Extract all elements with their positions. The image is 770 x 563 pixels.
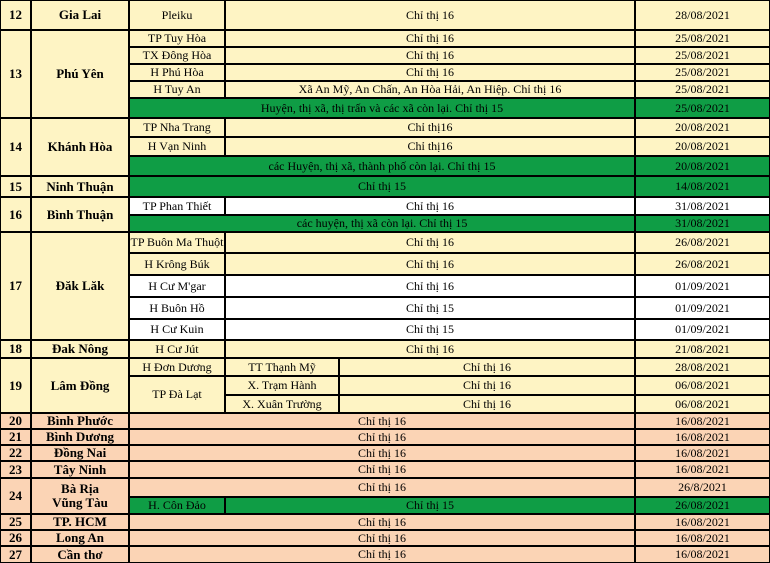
date-cell: 16/08/2021 [635,413,770,429]
directive-cell: Chỉ thị 16 [129,461,635,478]
row-number: 25 [0,514,31,530]
area-cell: TP Đà Lạt [129,376,225,413]
province-name: Bình Dương [31,429,129,445]
row-number: 21 [0,429,31,445]
directive-cell: Chỉ thị 15 [129,176,635,197]
directive-cell: Chỉ thị 16 [339,358,635,376]
directive-cell: Chỉ thị 15 [225,297,635,319]
directive-cell: Chỉ thị 16 [225,232,635,253]
row-number: 20 [0,413,31,429]
directive-cell: Xã An Mỹ, An Chấn, An Hòa Hải, An Hiệp. Chỉ thị 16 [225,81,635,98]
province-name: Long An [31,530,129,546]
date-cell: 26/08/2021 [635,497,770,514]
area-cell: TP Nha Trang [129,118,225,137]
province-name: Đăk Lăk [31,232,129,340]
row-number: 12 [0,0,31,30]
date-cell: 25/08/2021 [635,30,770,47]
row-number: 14 [0,118,31,176]
date-cell: 28/08/2021 [635,358,770,376]
area-cell: H Cư Kuin [129,319,225,340]
area-cell: TP Buôn Ma Thuột [129,232,225,253]
date-cell: 16/08/2021 [635,514,770,530]
date-cell: 25/08/2021 [635,47,770,64]
row-number: 23 [0,461,31,478]
date-cell: 31/08/2021 [635,215,770,232]
row-number: 15 [0,176,31,197]
province-name: Ninh Thuận [31,176,129,197]
directive-cell: Chỉ thị 16 [129,546,635,563]
date-cell: 06/08/2021 [635,395,770,413]
directive-cell: Chỉ thị 16 [225,340,635,358]
directive-cell: Chỉ thị 16 [129,429,635,445]
row-number: 17 [0,232,31,340]
directive-cell: Chỉ thị 16 [225,275,635,297]
province-name: Phú Yên [31,30,129,118]
row-number: 18 [0,340,31,358]
directive-cell: Chỉ thị 16 [225,64,635,81]
date-cell: 01/09/2021 [635,275,770,297]
date-cell: 16/08/2021 [635,546,770,563]
area-cell: TX Đông Hòa [129,47,225,64]
province-name: Bình Thuận [31,197,129,232]
directive-cell: Chỉ thị 15 [225,319,635,340]
date-cell: 31/08/2021 [635,197,770,215]
directive-cell: Chỉ thị 16 [225,197,635,215]
date-cell: 20/08/2021 [635,137,770,156]
directive-cell: Chỉ thị 15 [225,497,635,514]
sub-area-cell: X. Xuân Trường [225,395,339,413]
directive-cell: Huyện, thị xã, thị trấn và các xã còn lại. Chỉ thị 15 [129,98,635,118]
date-cell: 16/08/2021 [635,530,770,546]
area-cell: H. Côn Đảo [129,497,225,514]
directive-cell: Chỉ thị 16 [225,0,635,30]
directive-cell: Chỉ thị 16 [225,47,635,64]
row-number: 24 [0,478,31,514]
province-name: Tây Ninh [31,461,129,478]
directive-cell: Chỉ thị 16 [339,395,635,413]
area-cell: TP Tuy Hòa [129,30,225,47]
area-cell: TP Phan Thiết [129,197,225,215]
date-cell: 26/8/2021 [635,478,770,497]
date-cell: 20/08/2021 [635,118,770,137]
directive-cell: Chỉ thị16 [225,137,635,156]
sub-area-cell: X. Trạm Hành [225,376,339,395]
row-number: 19 [0,358,31,413]
date-cell: 25/08/2021 [635,81,770,98]
date-cell: 21/08/2021 [635,340,770,358]
directive-cell: Chỉ thị16 [225,118,635,137]
row-number: 16 [0,197,31,232]
date-cell: 16/08/2021 [635,429,770,445]
area-cell: H Phú Hòa [129,64,225,81]
date-cell: 20/08/2021 [635,156,770,176]
date-cell: 16/08/2021 [635,445,770,461]
date-cell: 25/08/2021 [635,98,770,118]
date-cell: 25/08/2021 [635,64,770,81]
date-cell: 06/08/2021 [635,376,770,395]
row-number: 13 [0,30,31,118]
area-cell: H Cư M'gar [129,275,225,297]
province-name: Khánh Hòa [31,118,129,176]
area-cell: Pleiku [129,0,225,30]
sub-area-cell: TT Thạnh Mỹ [225,358,339,376]
province-name: Bà Rịa Vũng Tàu [31,478,129,514]
directive-cell: Chỉ thị 16 [225,253,635,275]
area-cell: H Cư Jút [129,340,225,358]
row-number: 22 [0,445,31,461]
directive-cell: Chỉ thị 16 [129,478,635,497]
province-name: Gia Lai [31,0,129,30]
date-cell: 01/09/2021 [635,319,770,340]
area-cell: H Tuy An [129,81,225,98]
directive-cell: Chỉ thị 16 [129,514,635,530]
date-cell: 26/08/2021 [635,232,770,253]
row-number: 26 [0,530,31,546]
directive-cell: Chỉ thị 16 [129,445,635,461]
area-cell: H Đơn Dương [129,358,225,376]
area-cell: H Vạn Ninh [129,137,225,156]
province-name: Đồng Nai [31,445,129,461]
date-cell: 16/08/2021 [635,461,770,478]
date-cell: 28/08/2021 [635,0,770,30]
province-name: TP. HCM [31,514,129,530]
directive-cell: Chỉ thị 16 [225,30,635,47]
directive-cell: các Huyện, thị xã, thành phố còn lại. Chỉ thị 15 [129,156,635,176]
province-name: Bình Phước [31,413,129,429]
province-name: Cần thơ [31,546,129,563]
date-cell: 01/09/2021 [635,297,770,319]
directive-cell: Chỉ thị 16 [339,376,635,395]
province-name: Đak Nông [31,340,129,358]
directive-cell: Chỉ thị 16 [129,530,635,546]
area-cell: H Krông Búk [129,253,225,275]
area-cell: H Buôn Hồ [129,297,225,319]
province-name: Lâm Đồng [31,358,129,413]
row-number: 27 [0,546,31,563]
date-cell: 14/08/2021 [635,176,770,197]
directive-cell: các huyện, thị xã còn lại. Chỉ thị 15 [129,215,635,232]
date-cell: 26/08/2021 [635,253,770,275]
directive-cell: Chỉ thị 16 [129,413,635,429]
